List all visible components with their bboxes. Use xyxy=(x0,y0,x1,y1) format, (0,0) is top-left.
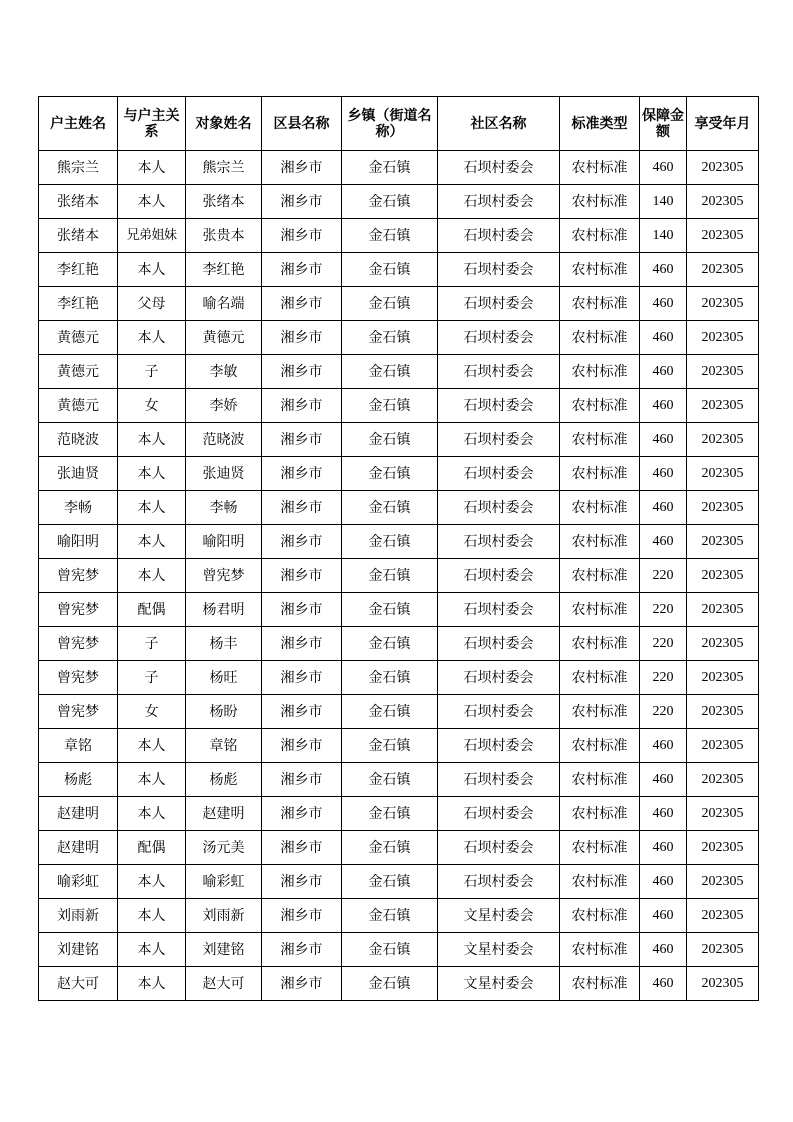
cell-month: 202305 xyxy=(687,185,759,219)
cell-name: 喻彩虹 xyxy=(186,865,262,899)
column-header-town: 乡镇（街道名称） xyxy=(342,97,438,151)
cell-community: 石坝村委会 xyxy=(438,559,560,593)
cell-std: 农村标准 xyxy=(560,763,640,797)
cell-std: 农村标准 xyxy=(560,627,640,661)
cell-amount: 460 xyxy=(640,797,687,831)
cell-std: 农村标准 xyxy=(560,967,640,1001)
cell-town: 金石镇 xyxy=(342,627,438,661)
cell-std: 农村标准 xyxy=(560,457,640,491)
cell-std: 农村标准 xyxy=(560,151,640,185)
cell-name: 李娇 xyxy=(186,389,262,423)
cell-name: 杨盼 xyxy=(186,695,262,729)
cell-head: 张绪本 xyxy=(39,219,118,253)
cell-month: 202305 xyxy=(687,763,759,797)
cell-community: 石坝村委会 xyxy=(438,763,560,797)
table-body xyxy=(39,151,759,1001)
cell-rel: 本人 xyxy=(118,865,186,899)
cell-town: 金石镇 xyxy=(342,831,438,865)
table-row xyxy=(39,593,759,627)
cell-town: 金石镇 xyxy=(342,763,438,797)
cell-county: 湘乡市 xyxy=(262,219,342,253)
cell-rel: 子 xyxy=(118,627,186,661)
cell-county: 湘乡市 xyxy=(262,695,342,729)
table-row xyxy=(39,865,759,899)
table-row xyxy=(39,933,759,967)
cell-rel: 配偶 xyxy=(118,593,186,627)
table-row xyxy=(39,219,759,253)
cell-name: 张贵本 xyxy=(186,219,262,253)
cell-community: 石坝村委会 xyxy=(438,389,560,423)
cell-community: 石坝村委会 xyxy=(438,695,560,729)
cell-name: 范晓波 xyxy=(186,423,262,457)
cell-head: 章铭 xyxy=(39,729,118,763)
cell-rel: 本人 xyxy=(118,491,186,525)
table-row xyxy=(39,627,759,661)
cell-rel: 本人 xyxy=(118,151,186,185)
cell-head: 刘建铭 xyxy=(39,933,118,967)
table-row xyxy=(39,423,759,457)
cell-name: 喻名端 xyxy=(186,287,262,321)
table-row xyxy=(39,763,759,797)
cell-head: 赵建明 xyxy=(39,831,118,865)
cell-county: 湘乡市 xyxy=(262,729,342,763)
cell-county: 湘乡市 xyxy=(262,525,342,559)
cell-amount: 460 xyxy=(640,933,687,967)
header-row xyxy=(39,97,759,151)
cell-county: 湘乡市 xyxy=(262,899,342,933)
cell-std: 农村标准 xyxy=(560,253,640,287)
cell-county: 湘乡市 xyxy=(262,389,342,423)
cell-community: 石坝村委会 xyxy=(438,593,560,627)
cell-community: 石坝村委会 xyxy=(438,457,560,491)
cell-head: 李红艳 xyxy=(39,287,118,321)
cell-rel: 配偶 xyxy=(118,831,186,865)
cell-county: 湘乡市 xyxy=(262,627,342,661)
cell-head: 刘雨新 xyxy=(39,899,118,933)
cell-head: 赵大可 xyxy=(39,967,118,1001)
column-header-head: 户主姓名 xyxy=(39,97,118,151)
cell-amount: 140 xyxy=(640,219,687,253)
cell-month: 202305 xyxy=(687,729,759,763)
cell-rel: 本人 xyxy=(118,967,186,1001)
cell-town: 金石镇 xyxy=(342,967,438,1001)
cell-name: 赵大可 xyxy=(186,967,262,1001)
cell-community: 石坝村委会 xyxy=(438,491,560,525)
cell-county: 湘乡市 xyxy=(262,593,342,627)
table-row xyxy=(39,355,759,389)
document-page xyxy=(38,96,758,1001)
cell-town: 金石镇 xyxy=(342,729,438,763)
cell-town: 金石镇 xyxy=(342,219,438,253)
cell-town: 金石镇 xyxy=(342,253,438,287)
cell-town: 金石镇 xyxy=(342,389,438,423)
table-row xyxy=(39,321,759,355)
cell-amount: 220 xyxy=(640,695,687,729)
cell-community: 石坝村委会 xyxy=(438,831,560,865)
cell-name: 张绪本 xyxy=(186,185,262,219)
cell-name: 熊宗兰 xyxy=(186,151,262,185)
cell-month: 202305 xyxy=(687,695,759,729)
cell-community: 石坝村委会 xyxy=(438,219,560,253)
cell-name: 汤元美 xyxy=(186,831,262,865)
cell-community: 文星村委会 xyxy=(438,933,560,967)
cell-community: 石坝村委会 xyxy=(438,321,560,355)
cell-amount: 460 xyxy=(640,729,687,763)
cell-rel: 本人 xyxy=(118,525,186,559)
cell-month: 202305 xyxy=(687,559,759,593)
cell-amount: 220 xyxy=(640,661,687,695)
cell-month: 202305 xyxy=(687,219,759,253)
cell-month: 202305 xyxy=(687,933,759,967)
cell-rel: 本人 xyxy=(118,899,186,933)
cell-rel: 本人 xyxy=(118,321,186,355)
cell-std: 农村标准 xyxy=(560,797,640,831)
cell-community: 石坝村委会 xyxy=(438,185,560,219)
cell-month: 202305 xyxy=(687,253,759,287)
column-header-community: 社区名称 xyxy=(438,97,560,151)
cell-amount: 460 xyxy=(640,457,687,491)
cell-name: 李红艳 xyxy=(186,253,262,287)
cell-rel: 本人 xyxy=(118,559,186,593)
cell-amount: 460 xyxy=(640,899,687,933)
cell-rel: 本人 xyxy=(118,933,186,967)
cell-amount: 460 xyxy=(640,151,687,185)
cell-head: 张迪贤 xyxy=(39,457,118,491)
cell-head: 喻阳明 xyxy=(39,525,118,559)
cell-month: 202305 xyxy=(687,797,759,831)
cell-month: 202305 xyxy=(687,627,759,661)
cell-std: 农村标准 xyxy=(560,933,640,967)
cell-amount: 460 xyxy=(640,287,687,321)
cell-head: 曾宪梦 xyxy=(39,695,118,729)
cell-std: 农村标准 xyxy=(560,185,640,219)
cell-head: 黄德元 xyxy=(39,389,118,423)
cell-month: 202305 xyxy=(687,287,759,321)
cell-town: 金石镇 xyxy=(342,559,438,593)
cell-rel: 本人 xyxy=(118,763,186,797)
cell-amount: 460 xyxy=(640,763,687,797)
cell-name: 刘雨新 xyxy=(186,899,262,933)
cell-town: 金石镇 xyxy=(342,491,438,525)
cell-community: 石坝村委会 xyxy=(438,661,560,695)
cell-county: 湘乡市 xyxy=(262,797,342,831)
cell-std: 农村标准 xyxy=(560,389,640,423)
table-row xyxy=(39,457,759,491)
cell-community: 石坝村委会 xyxy=(438,423,560,457)
column-header-amount: 保障金额 xyxy=(640,97,687,151)
cell-std: 农村标准 xyxy=(560,865,640,899)
cell-community: 石坝村委会 xyxy=(438,525,560,559)
cell-county: 湘乡市 xyxy=(262,457,342,491)
cell-head: 黄德元 xyxy=(39,321,118,355)
cell-head: 黄德元 xyxy=(39,355,118,389)
cell-std: 农村标准 xyxy=(560,423,640,457)
cell-town: 金石镇 xyxy=(342,593,438,627)
cell-community: 石坝村委会 xyxy=(438,151,560,185)
table-row xyxy=(39,253,759,287)
cell-community: 石坝村委会 xyxy=(438,627,560,661)
cell-head: 曾宪梦 xyxy=(39,627,118,661)
cell-head: 李畅 xyxy=(39,491,118,525)
cell-town: 金石镇 xyxy=(342,355,438,389)
cell-community: 文星村委会 xyxy=(438,967,560,1001)
cell-town: 金石镇 xyxy=(342,321,438,355)
cell-amount: 220 xyxy=(640,593,687,627)
cell-amount: 460 xyxy=(640,967,687,1001)
cell-rel: 女 xyxy=(118,695,186,729)
cell-name: 曾宪梦 xyxy=(186,559,262,593)
cell-name: 杨丰 xyxy=(186,627,262,661)
cell-month: 202305 xyxy=(687,831,759,865)
cell-town: 金石镇 xyxy=(342,457,438,491)
cell-county: 湘乡市 xyxy=(262,253,342,287)
cell-rel: 本人 xyxy=(118,797,186,831)
cell-rel: 子 xyxy=(118,661,186,695)
cell-std: 农村标准 xyxy=(560,491,640,525)
table-row xyxy=(39,831,759,865)
table-row xyxy=(39,185,759,219)
cell-std: 农村标准 xyxy=(560,355,640,389)
table-row xyxy=(39,525,759,559)
cell-name: 张迪贤 xyxy=(186,457,262,491)
cell-town: 金石镇 xyxy=(342,423,438,457)
cell-name: 章铭 xyxy=(186,729,262,763)
cell-std: 农村标准 xyxy=(560,219,640,253)
column-header-month: 享受年月 xyxy=(687,97,759,151)
cell-amount: 460 xyxy=(640,321,687,355)
cell-town: 金石镇 xyxy=(342,933,438,967)
cell-amount: 140 xyxy=(640,185,687,219)
cell-community: 文星村委会 xyxy=(438,899,560,933)
column-header-name: 对象姓名 xyxy=(186,97,262,151)
table-row xyxy=(39,389,759,423)
cell-name: 杨旺 xyxy=(186,661,262,695)
cell-town: 金石镇 xyxy=(342,695,438,729)
table-row xyxy=(39,151,759,185)
cell-county: 湘乡市 xyxy=(262,831,342,865)
cell-std: 农村标准 xyxy=(560,559,640,593)
cell-rel: 本人 xyxy=(118,729,186,763)
cell-name: 李畅 xyxy=(186,491,262,525)
assistance-table xyxy=(38,96,759,1001)
cell-county: 湘乡市 xyxy=(262,287,342,321)
cell-county: 湘乡市 xyxy=(262,763,342,797)
table-row xyxy=(39,967,759,1001)
cell-community: 石坝村委会 xyxy=(438,355,560,389)
cell-name: 刘建铭 xyxy=(186,933,262,967)
cell-month: 202305 xyxy=(687,423,759,457)
cell-month: 202305 xyxy=(687,389,759,423)
cell-month: 202305 xyxy=(687,865,759,899)
cell-head: 喻彩虹 xyxy=(39,865,118,899)
cell-county: 湘乡市 xyxy=(262,185,342,219)
cell-name: 杨彪 xyxy=(186,763,262,797)
cell-month: 202305 xyxy=(687,491,759,525)
table-row xyxy=(39,491,759,525)
cell-community: 石坝村委会 xyxy=(438,729,560,763)
cell-std: 农村标准 xyxy=(560,695,640,729)
cell-town: 金石镇 xyxy=(342,151,438,185)
cell-rel: 兄弟姐妹 xyxy=(118,219,186,253)
cell-rel: 本人 xyxy=(118,457,186,491)
cell-county: 湘乡市 xyxy=(262,661,342,695)
table-row xyxy=(39,797,759,831)
cell-head: 曾宪梦 xyxy=(39,593,118,627)
cell-head: 范晓波 xyxy=(39,423,118,457)
cell-county: 湘乡市 xyxy=(262,355,342,389)
cell-community: 石坝村委会 xyxy=(438,253,560,287)
cell-std: 农村标准 xyxy=(560,593,640,627)
cell-county: 湘乡市 xyxy=(262,491,342,525)
cell-county: 湘乡市 xyxy=(262,933,342,967)
cell-amount: 220 xyxy=(640,559,687,593)
column-header-std: 标准类型 xyxy=(560,97,640,151)
cell-head: 曾宪梦 xyxy=(39,559,118,593)
cell-rel: 本人 xyxy=(118,253,186,287)
cell-town: 金石镇 xyxy=(342,797,438,831)
cell-community: 石坝村委会 xyxy=(438,865,560,899)
cell-head: 杨彪 xyxy=(39,763,118,797)
cell-county: 湘乡市 xyxy=(262,423,342,457)
cell-month: 202305 xyxy=(687,525,759,559)
table-row xyxy=(39,287,759,321)
cell-std: 农村标准 xyxy=(560,831,640,865)
cell-amount: 460 xyxy=(640,865,687,899)
cell-amount: 460 xyxy=(640,525,687,559)
cell-town: 金石镇 xyxy=(342,525,438,559)
table-row xyxy=(39,729,759,763)
cell-std: 农村标准 xyxy=(560,661,640,695)
cell-rel: 本人 xyxy=(118,185,186,219)
cell-county: 湘乡市 xyxy=(262,151,342,185)
cell-month: 202305 xyxy=(687,967,759,1001)
table-row xyxy=(39,559,759,593)
cell-town: 金石镇 xyxy=(342,185,438,219)
cell-name: 喻阳明 xyxy=(186,525,262,559)
cell-amount: 460 xyxy=(640,389,687,423)
cell-month: 202305 xyxy=(687,355,759,389)
cell-amount: 460 xyxy=(640,831,687,865)
cell-month: 202305 xyxy=(687,899,759,933)
table-row xyxy=(39,899,759,933)
cell-county: 湘乡市 xyxy=(262,865,342,899)
cell-head: 熊宗兰 xyxy=(39,151,118,185)
cell-rel: 女 xyxy=(118,389,186,423)
cell-amount: 460 xyxy=(640,253,687,287)
cell-std: 农村标准 xyxy=(560,729,640,763)
cell-std: 农村标准 xyxy=(560,899,640,933)
cell-community: 石坝村委会 xyxy=(438,797,560,831)
cell-head: 张绪本 xyxy=(39,185,118,219)
cell-std: 农村标准 xyxy=(560,525,640,559)
cell-amount: 220 xyxy=(640,627,687,661)
cell-amount: 460 xyxy=(640,355,687,389)
cell-county: 湘乡市 xyxy=(262,559,342,593)
cell-amount: 460 xyxy=(640,491,687,525)
cell-std: 农村标准 xyxy=(560,287,640,321)
cell-head: 赵建明 xyxy=(39,797,118,831)
cell-head: 李红艳 xyxy=(39,253,118,287)
cell-month: 202305 xyxy=(687,321,759,355)
cell-community: 石坝村委会 xyxy=(438,287,560,321)
cell-std: 农村标准 xyxy=(560,321,640,355)
cell-name: 赵建明 xyxy=(186,797,262,831)
cell-month: 202305 xyxy=(687,661,759,695)
cell-rel: 子 xyxy=(118,355,186,389)
table-row xyxy=(39,695,759,729)
cell-amount: 460 xyxy=(640,423,687,457)
table-row xyxy=(39,661,759,695)
cell-month: 202305 xyxy=(687,151,759,185)
cell-town: 金石镇 xyxy=(342,899,438,933)
cell-town: 金石镇 xyxy=(342,865,438,899)
column-header-rel: 与户主关系 xyxy=(118,97,186,151)
cell-town: 金石镇 xyxy=(342,661,438,695)
cell-county: 湘乡市 xyxy=(262,967,342,1001)
cell-rel: 父母 xyxy=(118,287,186,321)
cell-name: 李敏 xyxy=(186,355,262,389)
cell-head: 曾宪梦 xyxy=(39,661,118,695)
cell-month: 202305 xyxy=(687,457,759,491)
cell-name: 黄德元 xyxy=(186,321,262,355)
cell-name: 杨君明 xyxy=(186,593,262,627)
cell-town: 金石镇 xyxy=(342,287,438,321)
column-header-county: 区县名称 xyxy=(262,97,342,151)
cell-county: 湘乡市 xyxy=(262,321,342,355)
cell-rel: 本人 xyxy=(118,423,186,457)
cell-month: 202305 xyxy=(687,593,759,627)
